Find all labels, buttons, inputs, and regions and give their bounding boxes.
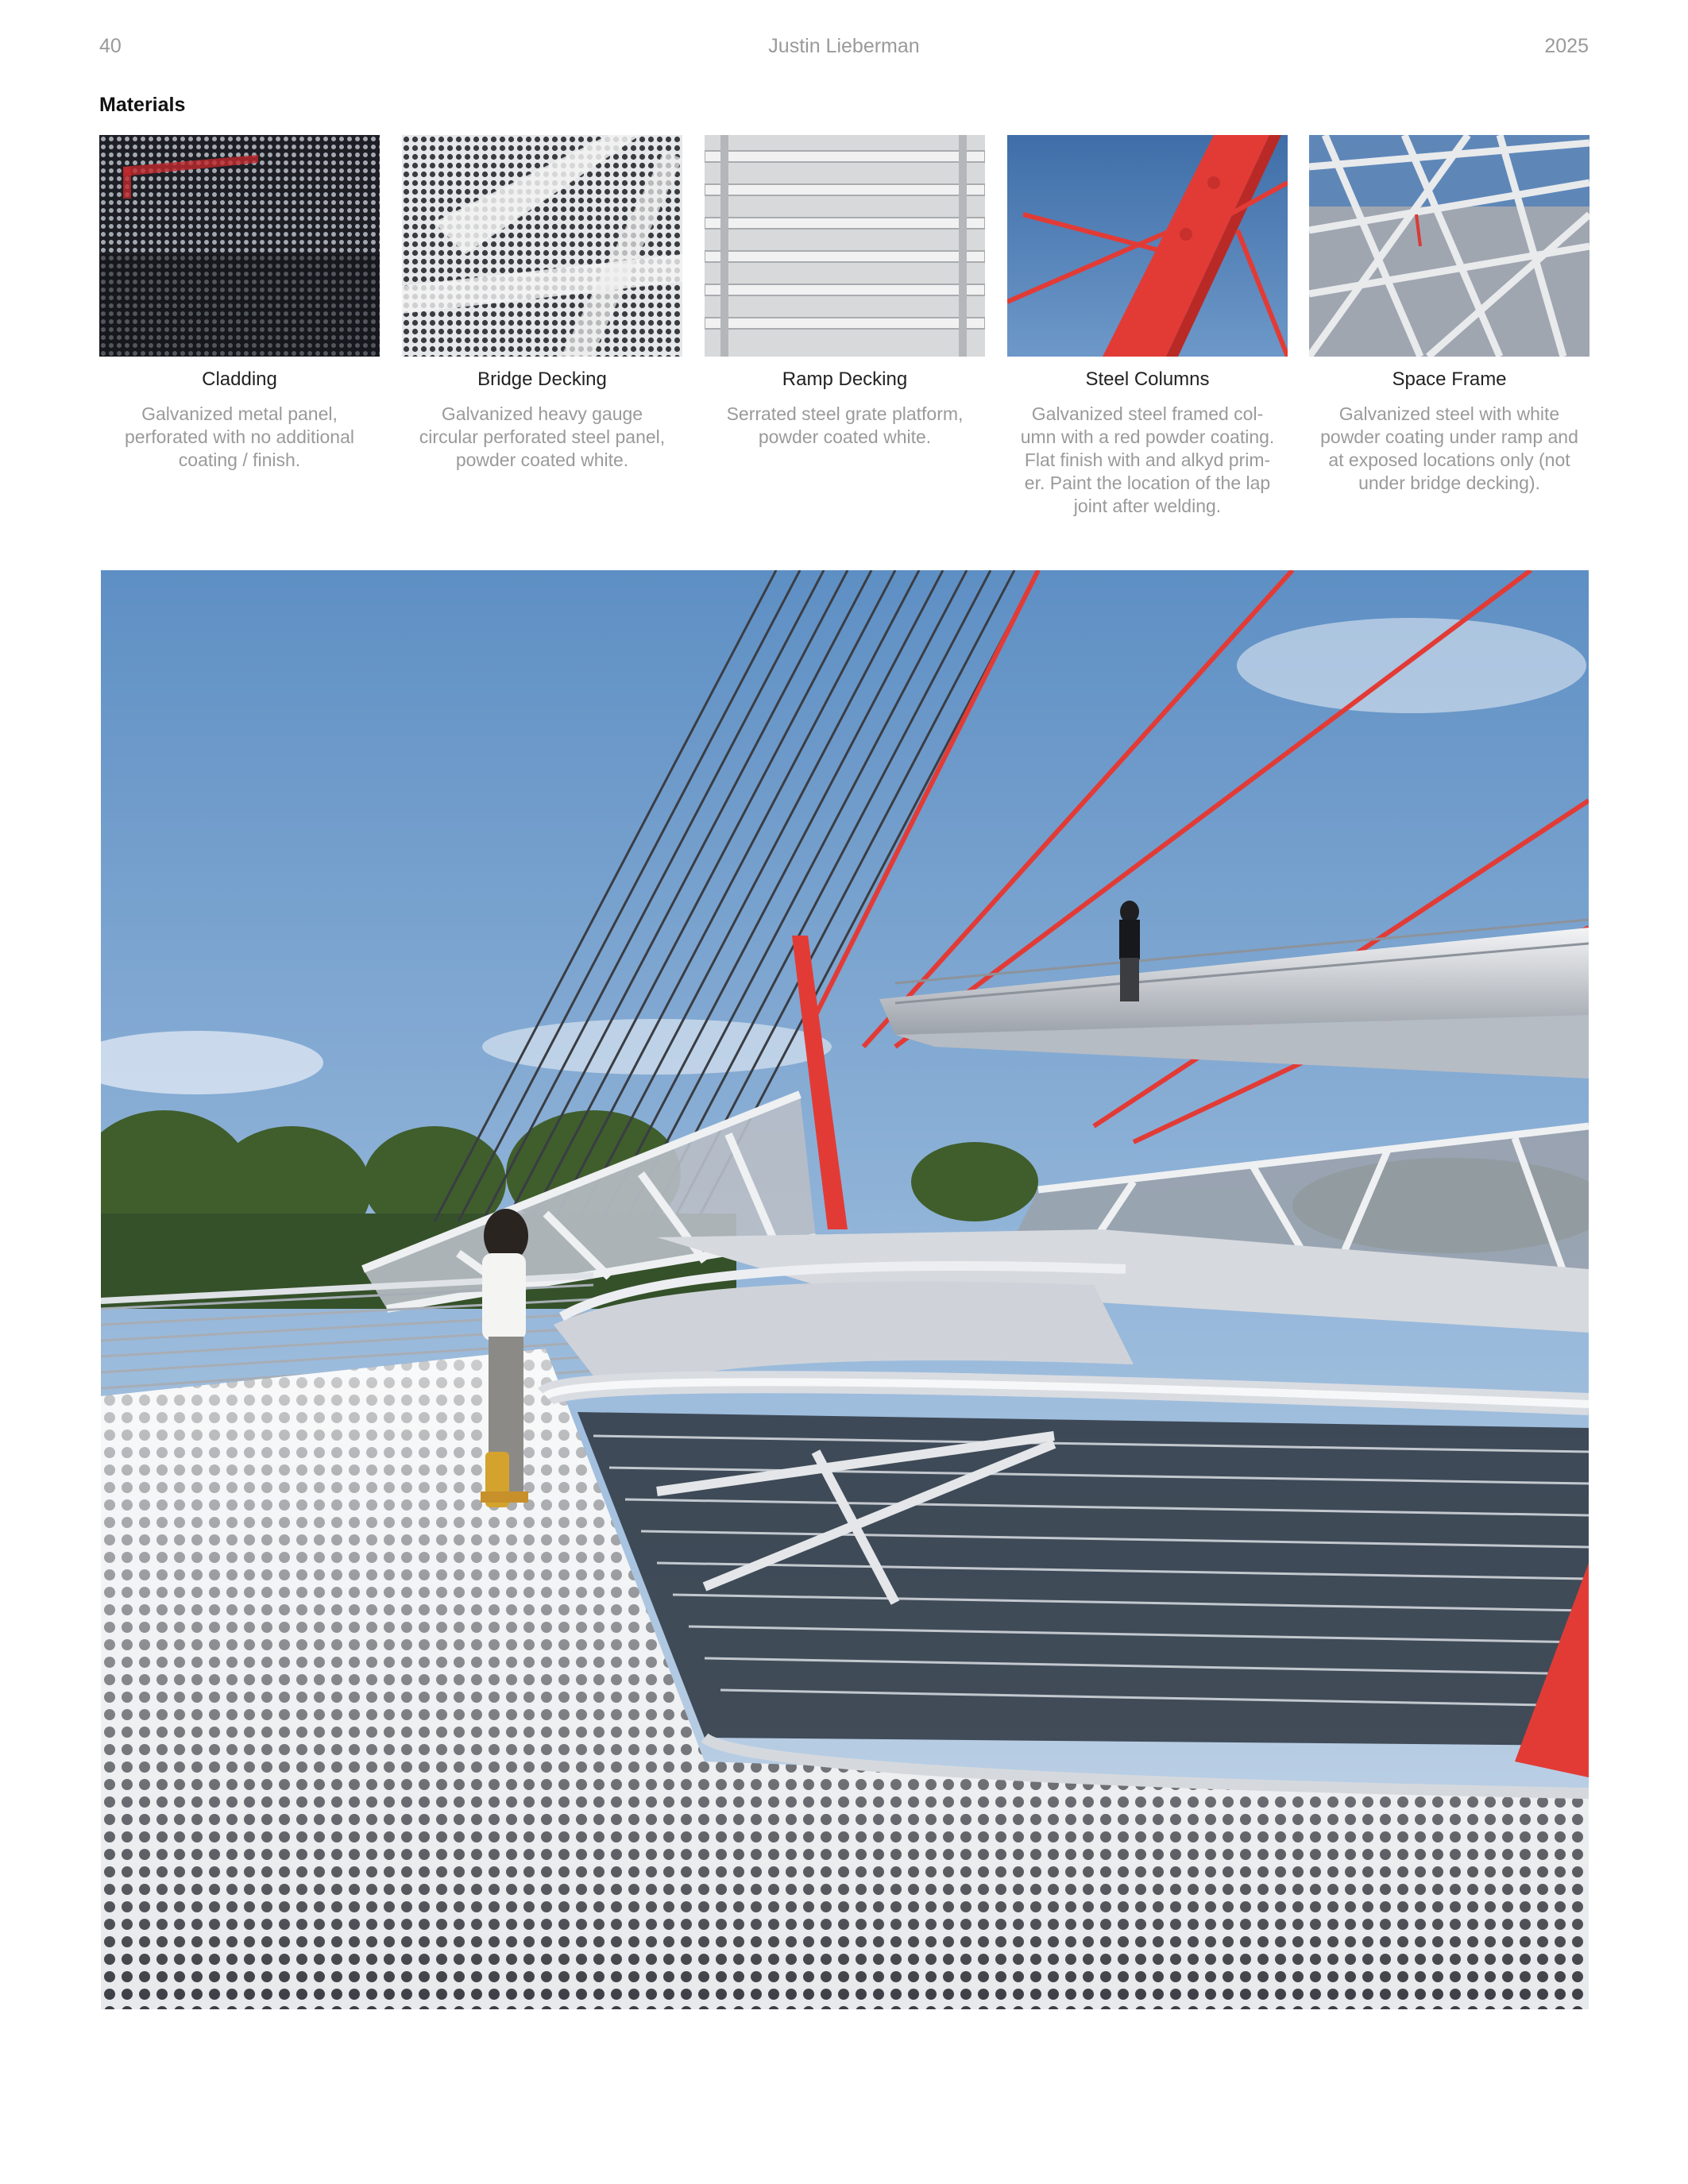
author-name: Justin Lieberman — [768, 35, 920, 57]
steel-columns-image — [1007, 135, 1288, 357]
page-header — [99, 35, 1589, 67]
ramp-decking-image — [705, 135, 985, 357]
bridge-decking-image — [402, 135, 682, 357]
material-description: Galvanized heavy gauge circular perforated steel panel, powder coated white. — [419, 403, 666, 470]
material-name: Ramp Decking — [782, 369, 908, 390]
page-number: 40 — [99, 35, 122, 57]
material-ramp-decking — [705, 135, 985, 449]
cladding-image — [99, 135, 380, 357]
materials-row — [99, 135, 1589, 532]
material-name: Steel Columns — [1085, 369, 1210, 390]
material-name: Space Frame — [1392, 369, 1507, 390]
material-steel-columns — [1007, 135, 1288, 518]
material-description: Galvanized steel framed col-umn with a red powder coating. Flat finish with and alkyd prim-er. Paint the location of the lap joint after welding. — [1020, 403, 1275, 516]
space-frame-image — [1309, 135, 1590, 357]
material-description: Galvanized metal panel, perforated with no additional coating / finish. — [125, 403, 354, 470]
bridge-rendering — [101, 570, 1589, 2009]
material-cladding — [99, 135, 380, 472]
material-name: Bridge Decking — [477, 369, 607, 390]
section-title: Materials — [99, 94, 186, 116]
year: 2025 — [1544, 35, 1589, 57]
material-space-frame — [1309, 135, 1590, 495]
material-name: Cladding — [202, 369, 277, 390]
material-description: Galvanized steel with white powder coating under ramp and at exposed locations only (not under bridge decking). — [1320, 403, 1578, 493]
material-bridge-decking — [402, 135, 682, 472]
material-description: Serrated steel grate platform, powder coated white. — [726, 403, 964, 447]
